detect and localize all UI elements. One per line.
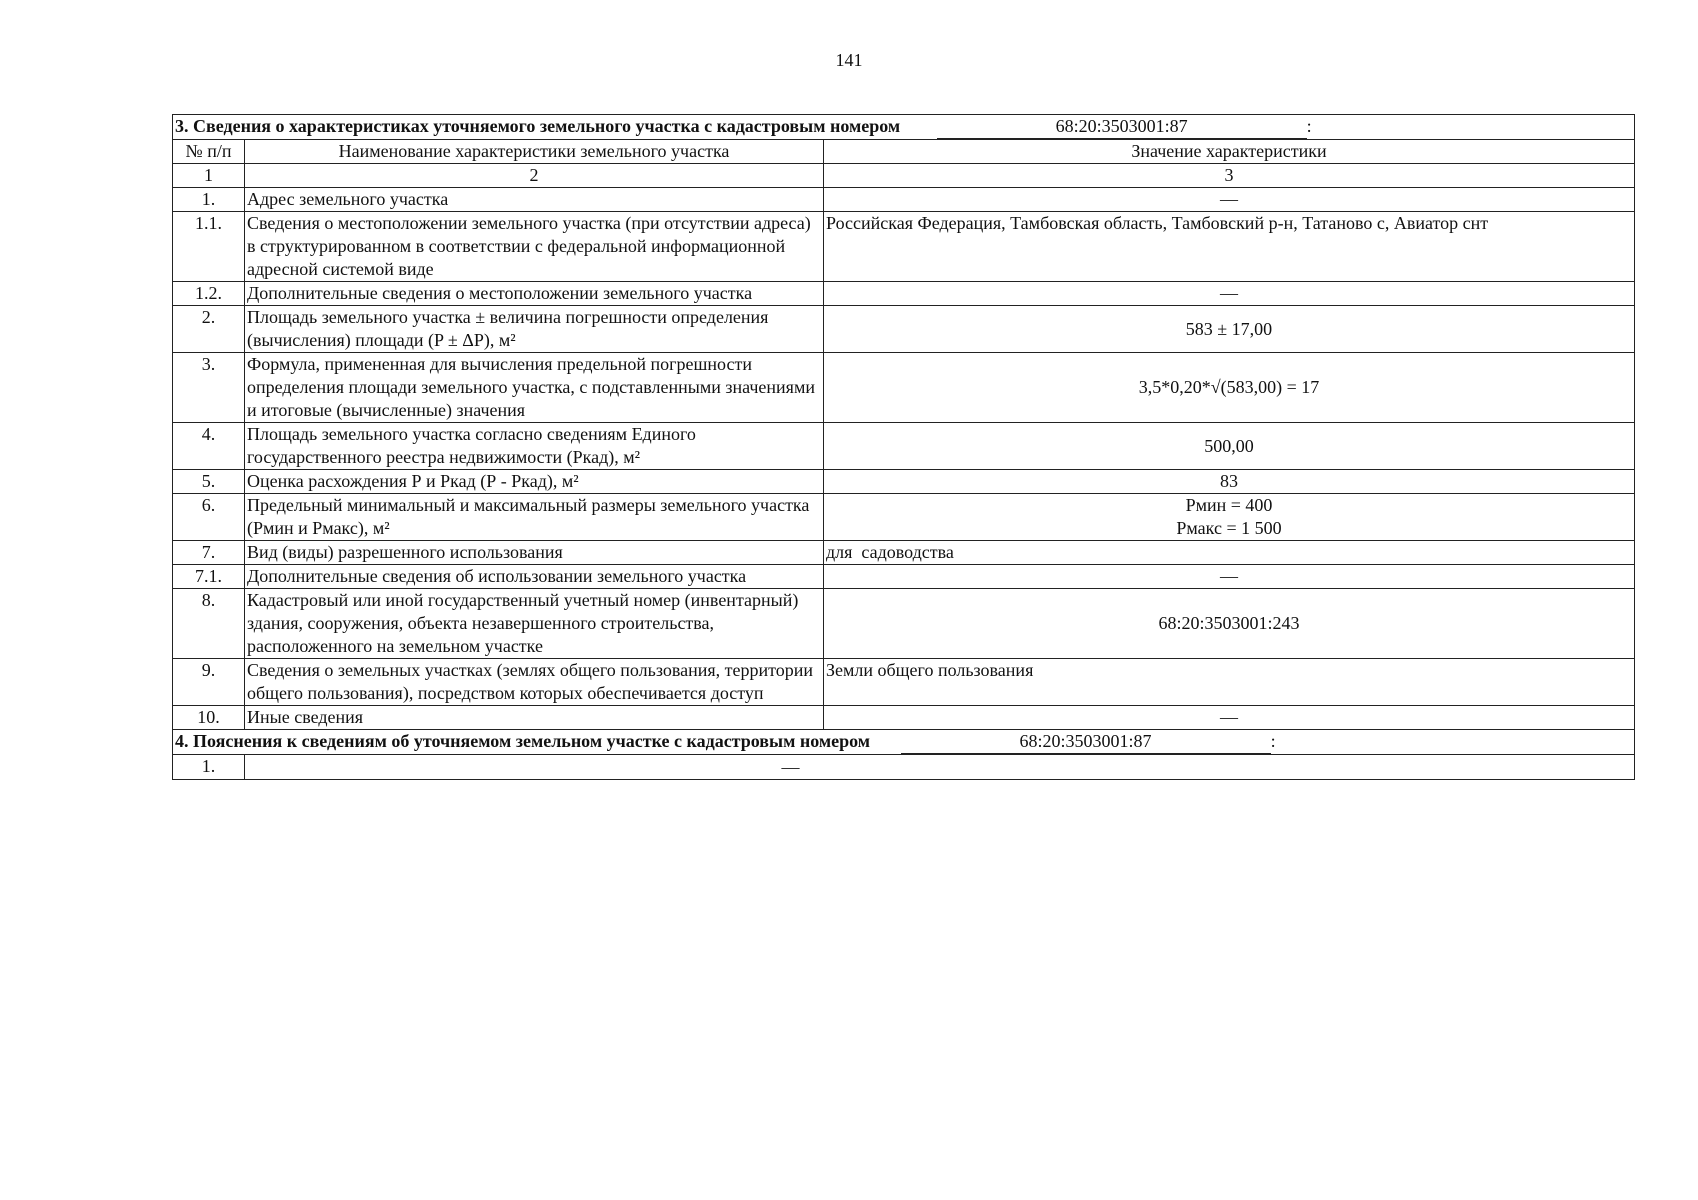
row-value: 583 ± 17,00 [824, 306, 1635, 353]
row-name: Дополнительные сведения о местоположении земельного участка [245, 282, 824, 306]
row-num: 9. [173, 659, 245, 706]
row-value [824, 494, 1635, 541]
row-value-min: Рмин = 400 [1185, 495, 1273, 515]
table-row [173, 470, 1635, 494]
row-value: — [824, 706, 1635, 730]
section3-header [173, 115, 1635, 140]
column-header-row [173, 140, 1635, 164]
table-row [173, 541, 1635, 565]
table-row [173, 306, 1635, 353]
row-name: Площадь земельного участка согласно сведениям Единого государственного реестра недвижимости (Ркад), м² [245, 423, 824, 470]
col-number-3: 3 [824, 164, 1635, 188]
table-row [173, 706, 1635, 730]
row-name: Вид (виды) разрешенного использования [245, 541, 824, 565]
section4-row [173, 755, 1635, 780]
section4-header [173, 730, 1635, 755]
table-row [173, 353, 1635, 423]
section3-header-row [173, 115, 1635, 140]
table-row [173, 659, 1635, 706]
row-num: 2. [173, 306, 245, 353]
page-number: 141 [835, 50, 863, 70]
row-num: 1. [173, 188, 245, 212]
row-value: 3,5*0,20*√(583,00) = 17 [824, 353, 1635, 423]
col-number-1: 1 [173, 164, 245, 188]
row-num: 1.1. [173, 212, 245, 282]
row-num: 10. [173, 706, 245, 730]
row-name: Иные сведения [245, 706, 824, 730]
table-row [173, 423, 1635, 470]
table-row [173, 494, 1635, 541]
row-value: 68:20:3503001:243 [824, 589, 1635, 659]
row-value: — [824, 282, 1635, 306]
row-num: 6. [173, 494, 245, 541]
table-row [173, 565, 1635, 589]
row-name: Сведения о местоположении земельного участка (при отсутствии адреса) в структурированном в соответствии с федеральной информационной адресной системой виде [245, 212, 824, 282]
row-value: Российская Федерация, Тамбовская область, Тамбовский р-н, Татаново с, Авиатор снт [824, 212, 1635, 282]
row-num: 7. [173, 541, 245, 565]
row-name: Сведения о земельных участках (землях общего пользования, территории общего пользования), посредством которых обеспечивается доступ [245, 659, 824, 706]
section3-title: 3. Сведения о характеристиках уточняемого земельного участка с кадастровым номером [175, 116, 901, 136]
row-num: 8. [173, 589, 245, 659]
row-value: 83 [824, 470, 1635, 494]
row-name: Кадастровый или иной государственный учетный номер (инвентарный) здания, сооружения, объекта незавершенного строительства, расположенного на земельном участке [245, 589, 824, 659]
row-name: Предельный минимальный и максимальный размеры земельного участка (Рмин и Рмакс), м² [245, 494, 824, 541]
col-header-name: Наименование характеристики земельного участка [245, 140, 824, 164]
column-number-row [173, 164, 1635, 188]
row-value: для садоводства [824, 541, 1635, 565]
table-row [173, 212, 1635, 282]
row-num: 7.1. [173, 565, 245, 589]
row-name: Формула, примененная для вычисления предельной погрешности определения площади земельного участка, с подставленными значениями и итоговые (вычисленные) значения [245, 353, 824, 423]
row-num: 1.2. [173, 282, 245, 306]
col-header-value: Значение характеристики [824, 140, 1635, 164]
row-value: Земли общего пользования [824, 659, 1635, 706]
row-value: 500,00 [824, 423, 1635, 470]
row-num: 5. [173, 470, 245, 494]
table-row [173, 589, 1635, 659]
section4-cadastral-number: 68:20:3503001:87 [901, 730, 1271, 754]
section4-header-row [173, 730, 1635, 755]
row-name: Оценка расхождения Р и Ркад (Р - Ркад), м² [245, 470, 824, 494]
row-num: 3. [173, 353, 245, 423]
row-value: — [245, 755, 1635, 780]
section4-colon: : [1270, 731, 1276, 751]
section3-cadastral-number: 68:20:3503001:87 [937, 115, 1307, 139]
row-num: 4. [173, 423, 245, 470]
row-value: — [824, 565, 1635, 589]
table-row [173, 282, 1635, 306]
row-value: — [824, 188, 1635, 212]
section3-colon: : [1306, 116, 1312, 136]
row-name: Площадь земельного участка ± величина погрешности определения (вычисления) площади (P ± ΔP), м² [245, 306, 824, 353]
row-value-max: Рмакс = 1 500 [1176, 518, 1282, 538]
col-header-num: № п/п [173, 140, 245, 164]
col-number-2: 2 [245, 164, 824, 188]
row-name: Адрес земельного участка [245, 188, 824, 212]
section4-title: 4. Пояснения к сведениям об уточняемом земельном участке с кадастровым номером [175, 731, 871, 751]
table-row [173, 188, 1635, 212]
row-num: 1. [173, 755, 245, 780]
characteristics-table [172, 114, 1635, 780]
row-name: Дополнительные сведения об использовании земельного участка [245, 565, 824, 589]
